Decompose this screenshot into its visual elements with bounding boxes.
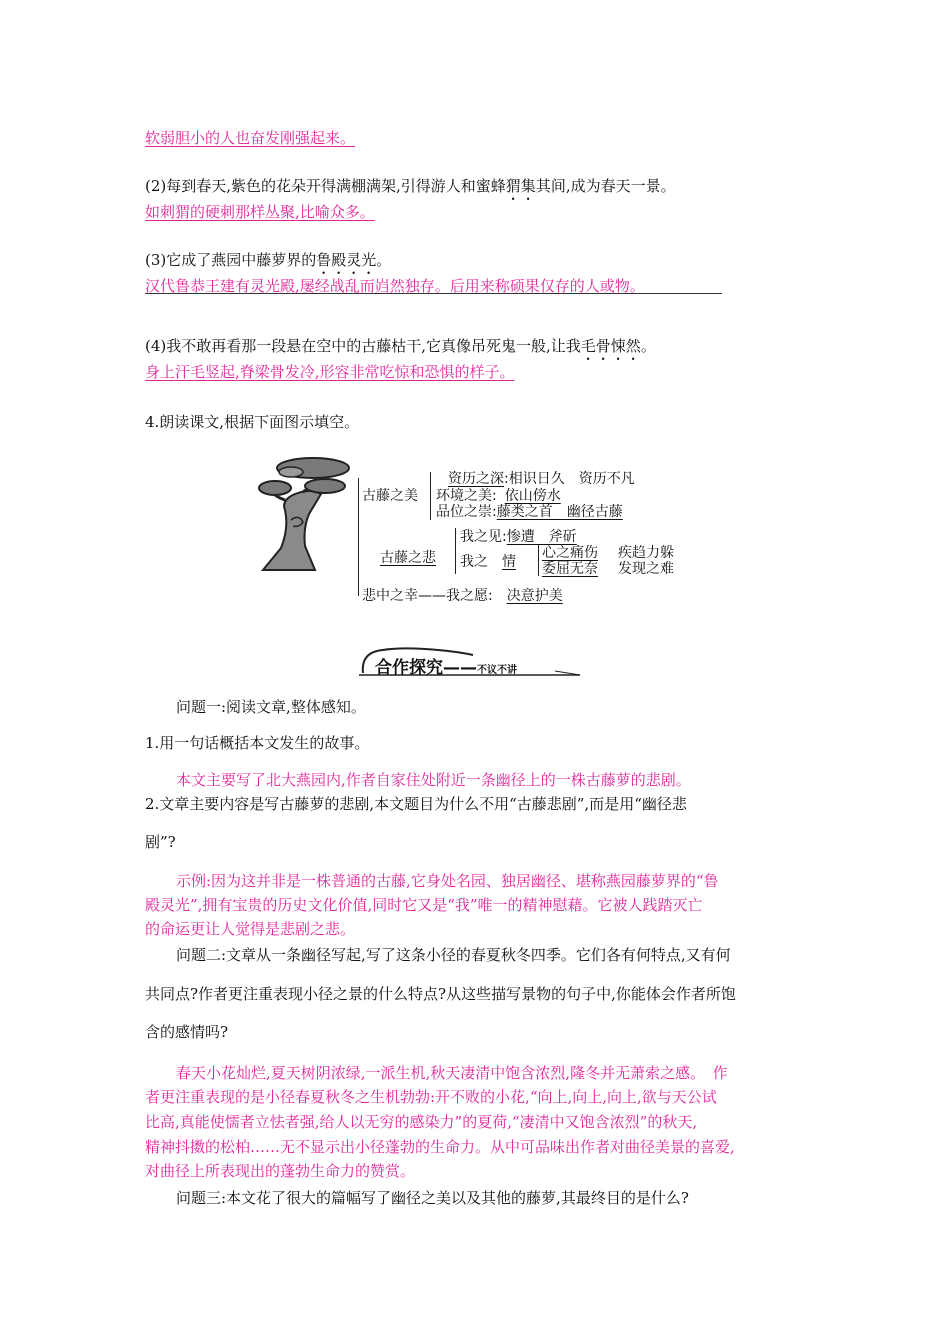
node-bei-label: 悲中之幸——我之愿: xyxy=(362,588,493,604)
problem-2-answer-line5: 对曲径上所表现出的蓬勃生命力的赞赏。 xyxy=(145,1162,416,1180)
node-wei-answer: 发现之难 xyxy=(618,561,674,577)
dotted-term-4: 毛骨悚然 xyxy=(580,337,641,355)
node-gt-bei: 古藤之悲 xyxy=(380,550,436,566)
node-hj-label: 环境之美: xyxy=(436,488,497,504)
question-item-3 xyxy=(145,250,391,278)
question-item-3-text: (3)它成了燕园中藤萝界的 xyxy=(145,251,317,269)
section-dash: —— xyxy=(443,658,477,678)
problem-3-heading: 问题三:本文花了很大的篇幅写了幽径之美以及其他的藤萝,其最终目的是什么? xyxy=(176,1189,689,1207)
question-item-4 xyxy=(145,336,656,364)
problem-1-q1: 1.用一句话概括本文发生的故事。 xyxy=(145,734,370,752)
node-xin-label: 心之痛伤 xyxy=(542,545,598,561)
problem-1-a2-line3: 的命运更让人觉得是悲剧之悲。 xyxy=(145,920,356,938)
question-item-4-tail: 。 xyxy=(640,337,656,355)
answer-3: 汉代鲁恭王建有灵光殿,屡经战乱而岿然独存。后用来称硕果仅存的人或物。 xyxy=(145,277,645,295)
bei-brace xyxy=(455,528,456,574)
tree-illustration xyxy=(255,448,355,576)
problem-1-q2-line2: 剧”? xyxy=(145,833,176,851)
section-title: 合作探究 xyxy=(375,658,443,678)
problem-1-heading: 问题一:阅读文章,整体感知。 xyxy=(176,698,366,716)
qing-brace xyxy=(538,544,539,576)
question-item-2 xyxy=(145,176,676,204)
problem-2-heading-line1: 问题二:文章从一条幽径写起,写了这条小径的春夏秋冬四季。它们各有何特点,又有何 xyxy=(176,946,731,964)
node-wzj-answer: 惨遭 斧斫 xyxy=(506,529,577,545)
node-xin-answer: 疾趋力躲 xyxy=(618,545,674,561)
main-brace xyxy=(358,478,359,596)
problem-2-heading-line2: 共同点?作者更注重表现小径之景的什么特点?从这些描写景物的句子中,你能体会作者所饱 xyxy=(145,985,736,1003)
question-item-2-tail: 其间,成为春天一景。 xyxy=(535,177,676,195)
section-subtitle: 不议不讲 xyxy=(477,665,517,676)
dotted-term-3: 鲁殿灵光 xyxy=(316,251,377,269)
question-item-4-text: (4)我不敢再看那一段悬在空中的古藤枯干,它真像吊死鬼一般,让我 xyxy=(145,337,581,355)
problem-1-a1: 本文主要写了北大燕园内,作者自家住处附近一条幽径上的一株古藤萝的悲剧。 xyxy=(176,771,691,789)
node-bei-zhong xyxy=(362,587,573,605)
problem-1-a2-line2: 殿灵光”,拥有宝贵的历史文化价值,同时它又是“我”唯一的精神慰藉。它被人践踏灭亡 xyxy=(145,896,703,914)
answer-4: 身上汗毛竖起,脊梁骨发冷,形容非常吃惊和恐惧的样子。 xyxy=(145,363,515,381)
node-bei-answer: 决意护美 xyxy=(506,588,563,604)
problem-2-answer-line4: 精神抖擞的松柏……无不显示出小径蓬勃的生命力。从中可品味出作者对曲径美景的喜爱, xyxy=(145,1138,735,1156)
node-wzj-label: 我之见: xyxy=(460,529,507,545)
node-zl-label: 资历之深 xyxy=(448,471,504,487)
node-pw xyxy=(436,503,623,521)
node-wz-answer: 情 xyxy=(502,554,516,570)
problem-2-answer-line3: 比高,真能使懦者立怯者强,给人以无穷的感染力”的夏荷,“凄清中又饱含浓烈”的秋天, xyxy=(145,1113,698,1131)
question-4-title: 4.朗读课文,根据下面图示填空。 xyxy=(145,413,360,431)
question-item-3-tail: 。 xyxy=(376,251,392,269)
mei-brace xyxy=(430,472,431,520)
node-wz xyxy=(460,553,516,571)
problem-2-heading-line3: 含的感情吗? xyxy=(145,1023,229,1041)
section-banner xyxy=(355,645,585,679)
node-zl-colon: : xyxy=(504,471,509,487)
node-pw-answer: 藤类之首 幽径古藤 xyxy=(496,504,623,520)
problem-1-a2-line1: 示例:因为这并非是一株普通的古藤,它身处名园、独居幽径、堪称燕园藤萝界的“鲁 xyxy=(176,872,719,890)
problem-1-q2-line1: 2.文章主要内容是写古藤萝的悲剧,本文题目为什么不用“古藤悲剧”,而是用“幽径悲 xyxy=(145,795,687,813)
node-pw-label: 品位之崇: xyxy=(436,504,497,520)
node-wei-label: 委屈无奈 xyxy=(542,561,598,577)
node-hj-answer: 依山傍水 xyxy=(504,488,561,504)
node-wei xyxy=(542,560,674,578)
problem-2-answer-line1: 春天小花灿烂,夏天树阴浓绿,一派生机,秋天凄清中饱含浓烈,隆冬并无萧索之感。 作 xyxy=(176,1064,728,1082)
node-zl xyxy=(436,470,635,488)
node-gt-mei: 古藤之美 xyxy=(362,488,418,504)
answer-3-underline xyxy=(145,293,722,294)
node-zl-answer: 相识日久 资历不凡 xyxy=(508,471,635,487)
answer-2: 如刺猬的硬刺那样丛聚,比喻众多。 xyxy=(145,203,375,221)
dotted-term-2: 猬集 xyxy=(505,177,536,195)
problem-2-answer-line2: 者更注重表现的是小径春夏秋冬之生机勃勃:开不败的小花,“向上,向上,向上,欲与天公试 xyxy=(145,1088,717,1106)
node-wz-label: 我之 xyxy=(460,554,488,570)
answer-1: 软弱胆小的人也奋发刚强起来。 xyxy=(145,129,356,147)
question-item-2-text: (2)每到春天,紫色的花朵开得满棚满架,引得游人和蜜蜂 xyxy=(145,177,506,195)
